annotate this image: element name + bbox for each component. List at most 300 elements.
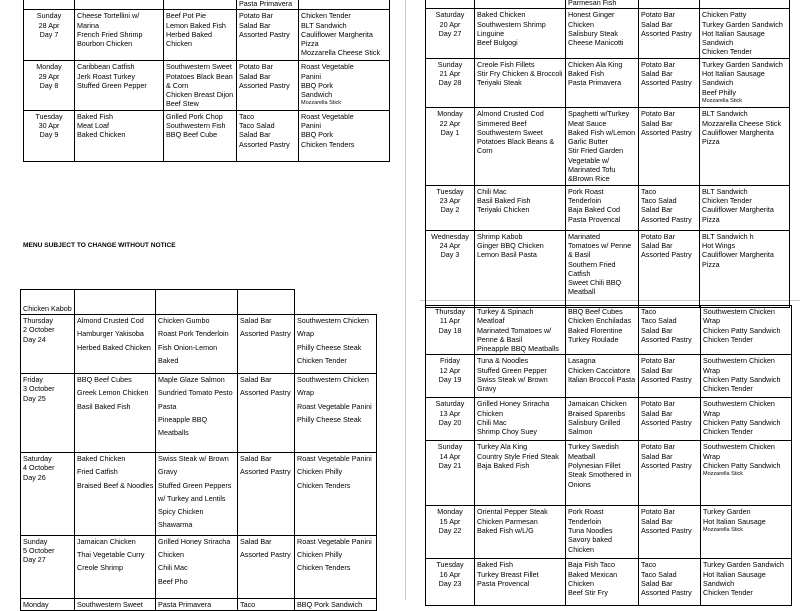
menu-item: Chicken Patty Sandwich bbox=[703, 325, 781, 335]
menu-item: Vegetable w/ bbox=[568, 155, 610, 165]
spill-cell bbox=[75, 0, 164, 10]
menu-item: Chicken Tender bbox=[703, 427, 753, 437]
menu-item: BLT Sandwich h bbox=[702, 231, 754, 241]
day-row bbox=[21, 374, 377, 453]
spill-cell bbox=[21, 598, 75, 610]
menu-cell-c3 bbox=[639, 58, 700, 107]
day-cell bbox=[426, 355, 475, 398]
day-cell bbox=[426, 58, 475, 107]
menu-item: Baked Mexican bbox=[568, 569, 618, 579]
menu-cell-c1 bbox=[75, 110, 164, 161]
menu-item: BBQ Pork bbox=[301, 80, 333, 90]
menu-item: Almond Crusted Cod bbox=[77, 316, 144, 325]
menu-item: Tuna Noodles bbox=[568, 526, 613, 536]
menu-item: Meatball bbox=[568, 451, 596, 461]
menu-item: Turkey & Spinach bbox=[477, 307, 534, 316]
menu-cell-c1 bbox=[75, 374, 156, 453]
menu-item: Salad Bar bbox=[240, 375, 272, 384]
menu-item: Swiss Steak w/ Brown bbox=[158, 454, 229, 463]
menu-item: Meatball bbox=[568, 287, 596, 297]
menu-item: BLT Sandwich bbox=[301, 20, 347, 30]
menu-item: Turkey Ala King bbox=[477, 442, 528, 452]
menu-item: Southwestern Chicken bbox=[703, 356, 775, 366]
menu-item: Catfish bbox=[568, 268, 591, 278]
menu-item: Chicken Patty Sandwich bbox=[703, 461, 781, 471]
menu-cell-c3 bbox=[639, 506, 701, 559]
menu-cell-c3 bbox=[237, 10, 299, 61]
menu-item: Southwestern Chicken bbox=[703, 307, 775, 316]
menu-item: Pork Roast bbox=[568, 186, 604, 196]
menu-cell-c3 bbox=[238, 315, 295, 374]
menu-item: Cheese Tortellini w/ bbox=[77, 11, 140, 21]
spill-text: Parmesan Fish bbox=[568, 0, 617, 7]
menu-item: Chili Mac bbox=[477, 418, 507, 428]
day-row bbox=[21, 315, 377, 374]
menu-item: Baja Fish Taco bbox=[568, 560, 616, 570]
menu-panel-bottom-left bbox=[20, 289, 378, 609]
day-row bbox=[426, 185, 790, 230]
day-name: Friday bbox=[23, 375, 43, 384]
menu-cell-c2 bbox=[566, 185, 639, 230]
day-cell bbox=[426, 398, 475, 441]
menu-item: BBQ Pork bbox=[301, 130, 333, 140]
menu-item: Southern Fried bbox=[568, 259, 616, 269]
menu-item: Salad Bar bbox=[641, 240, 673, 250]
menu-cell-c4 bbox=[701, 355, 792, 398]
menu-item: BBQ Beef Cubes bbox=[77, 375, 132, 384]
day-date: 22 Apr bbox=[439, 118, 461, 128]
menu-item: Steak Smothered in bbox=[568, 470, 632, 480]
menu-item: Mozzarella Cheese Stick bbox=[702, 118, 782, 128]
menu-item: Taco Salad bbox=[641, 569, 677, 579]
menu-item: Lemon Baked Fish bbox=[166, 20, 226, 30]
menu-cell-c1 bbox=[75, 315, 156, 374]
menu-item: Shrimp Kabob bbox=[477, 231, 523, 241]
menu-cell-c2 bbox=[566, 306, 639, 355]
menu-cell-c4 bbox=[299, 110, 390, 161]
menu-item: Chicken Tender bbox=[702, 195, 752, 205]
spill-cell bbox=[156, 598, 238, 610]
menu-item: Assorted Pastry bbox=[641, 375, 692, 385]
menu-item: Salad Bar bbox=[641, 516, 673, 526]
menu-item: Grilled Honey Sriracha bbox=[158, 536, 231, 546]
menu-item: Salad Bar bbox=[240, 536, 272, 546]
menu-item: Basil Baked Fish bbox=[477, 195, 531, 205]
menu-cell-c1 bbox=[475, 355, 566, 398]
menu-item: Linguine bbox=[477, 28, 505, 38]
spill-text: Pasta Primavera bbox=[158, 599, 212, 609]
day-cell bbox=[24, 10, 75, 61]
spill-text: Southwestern Sweet bbox=[77, 599, 143, 609]
menu-item: Beef Pot Pie bbox=[166, 11, 206, 21]
day-date: 13 Apr bbox=[439, 408, 461, 418]
menu-item: Tenderloin bbox=[568, 516, 602, 526]
menu-item: Swiss Steak w/ Brown bbox=[477, 375, 548, 385]
menu-cell-c1 bbox=[75, 453, 156, 536]
menu-item: Chicken bbox=[568, 544, 594, 554]
menu-item: Southwestern Chicken bbox=[297, 316, 369, 325]
menu-item: Salad Bar bbox=[641, 118, 673, 128]
menu-item: Assorted Pastry bbox=[240, 467, 291, 477]
menu-item: Spaghetti w/Turkey bbox=[568, 109, 630, 119]
menu-cell-c1 bbox=[475, 398, 566, 441]
menu-item: Southwestern Shrimp bbox=[477, 19, 546, 29]
day-number: Day 9 bbox=[39, 130, 59, 140]
spill-cell bbox=[21, 290, 75, 315]
menu-item: Grilled Pork Chop bbox=[166, 111, 223, 121]
menu-item: Panini bbox=[301, 71, 321, 81]
menu-item: Baked Fish bbox=[477, 560, 513, 570]
menu-notice: MENU SUBJECT TO CHANGE WITHOUT NOTICE bbox=[23, 242, 176, 249]
menu-item: Meatloaf bbox=[477, 316, 505, 326]
day-cell bbox=[21, 315, 75, 374]
menu-item: Tomatoes w/ Penne bbox=[568, 240, 632, 250]
menu-item: Sundried Tomato Pesto bbox=[158, 388, 233, 398]
menu-item: Wrap bbox=[297, 388, 315, 398]
spill-row bbox=[21, 290, 377, 315]
menu-item: Basil Baked Fish bbox=[77, 401, 131, 411]
menu-item: Chicken bbox=[158, 550, 184, 560]
menu-item: Chicken Breast Dijon bbox=[166, 90, 234, 100]
menu-item: Potato Bar bbox=[641, 10, 675, 20]
menu-item: Southwestern Sweet bbox=[477, 127, 543, 137]
menu-item: Stuffed Green Pepper bbox=[77, 80, 147, 90]
menu-item: Turkey Garden bbox=[703, 507, 751, 517]
menu-item: Savory baked bbox=[568, 535, 612, 545]
menu-cell-c1 bbox=[475, 506, 566, 559]
day-date: 14 Apr bbox=[439, 451, 461, 461]
menu-item: Salisbury Steak bbox=[568, 28, 618, 38]
menu-item: Roast Vegetable bbox=[301, 62, 354, 72]
menu-cell-c4 bbox=[701, 506, 792, 559]
menu-item: Chicken Tender bbox=[703, 334, 753, 344]
menu-item: Roast Vegetable bbox=[301, 111, 354, 121]
menu-item: Baked Chicken bbox=[77, 130, 126, 140]
menu-item: BLT Sandwich bbox=[702, 109, 748, 119]
page-divider-vertical bbox=[405, 0, 406, 600]
menu-item: Meat Loaf bbox=[77, 121, 109, 131]
menu-table-bottom-right bbox=[425, 305, 792, 606]
menu-cell-c1 bbox=[475, 9, 566, 58]
menu-item: Salad Bar bbox=[641, 19, 673, 29]
day-name: Sunday bbox=[23, 536, 48, 546]
menu-cell-c1 bbox=[475, 185, 566, 230]
menu-item: Potato Bar bbox=[239, 11, 273, 21]
menu-item: Baked Chicken bbox=[477, 10, 526, 20]
menu-item: Sandwich bbox=[702, 38, 734, 48]
menu-cell-c2 bbox=[164, 10, 237, 61]
menu-item: Gravy bbox=[477, 384, 497, 394]
menu-panel-top-right bbox=[425, 0, 791, 297]
day-name: Thursday bbox=[23, 316, 53, 325]
menu-item: Chicken Ala King bbox=[568, 59, 623, 69]
menu-item: Chicken bbox=[568, 19, 594, 29]
menu-item: Assorted Pastry bbox=[240, 550, 291, 560]
menu-cell-c4 bbox=[700, 185, 790, 230]
menu-item: Baked Chicken bbox=[77, 454, 126, 463]
menu-item: BLT Sandwich bbox=[702, 186, 748, 196]
menu-item: Baked Florentine bbox=[568, 325, 623, 335]
day-cell bbox=[426, 306, 475, 355]
menu-item: Mozzarella Stick bbox=[702, 97, 743, 104]
day-date: 15 Apr bbox=[439, 516, 461, 526]
menu-item: Hot Italian Sausage bbox=[702, 69, 765, 79]
day-date: 16 Apr bbox=[439, 569, 461, 579]
menu-item: Assorted Pastry bbox=[641, 526, 692, 536]
menu-item: Wrap bbox=[703, 408, 721, 418]
menu-item: Taco Salad bbox=[239, 121, 275, 131]
day-name: Sunday bbox=[437, 442, 463, 452]
menu-item: Chicken Patty Sandwich bbox=[703, 418, 781, 428]
menu-item: Beef Philly bbox=[702, 87, 736, 97]
day-name: Tuesday bbox=[436, 186, 464, 196]
menu-item: Marina bbox=[77, 20, 99, 30]
day-name: Monday bbox=[437, 507, 463, 517]
day-date: 28 Apr bbox=[38, 20, 60, 30]
menu-table-top-right bbox=[425, 0, 790, 308]
menu-item: Ginger BBQ Chicken bbox=[477, 240, 544, 250]
menu-item: Oriental Pepper Steak bbox=[477, 507, 548, 517]
menu-item: Chicken Tender bbox=[702, 47, 752, 57]
menu-cell-c1 bbox=[75, 535, 156, 598]
menu-cell-c2 bbox=[566, 230, 639, 307]
day-number: Day 2 bbox=[440, 205, 460, 215]
menu-item: Chicken bbox=[166, 39, 192, 49]
menu-item: Greek Lemon Chicken bbox=[77, 388, 149, 398]
menu-item: Roast Pork Tenderloin bbox=[158, 329, 229, 339]
menu-item: Maple Glaze Salmon bbox=[158, 375, 225, 384]
menu-item: Stir Fry Chicken & Broccoli bbox=[477, 69, 563, 79]
spill-cell bbox=[639, 0, 700, 9]
day-name: Sunday bbox=[437, 59, 463, 69]
menu-item: Beef Pho bbox=[158, 576, 188, 586]
day-cell bbox=[24, 61, 75, 110]
menu-item: Assorted Pastry bbox=[641, 588, 692, 598]
day-number: Day 22 bbox=[438, 526, 462, 536]
menu-item: Chicken bbox=[568, 579, 594, 589]
menu-item: Pizza bbox=[702, 214, 720, 224]
menu-item: Herbed Baked bbox=[166, 29, 212, 39]
menu-item: Turkey Swedish bbox=[568, 442, 619, 452]
menu-item: Salad Bar bbox=[239, 130, 271, 140]
menu-cell-c4 bbox=[295, 453, 377, 536]
menu-item: Wrap bbox=[703, 365, 721, 375]
menu-cell-c3 bbox=[639, 230, 700, 307]
day-number: Day 23 bbox=[438, 579, 462, 589]
menu-item: Salad Bar bbox=[641, 451, 673, 461]
menu-item: Penne & Basil bbox=[477, 334, 523, 344]
menu-cell-c4 bbox=[295, 535, 377, 598]
menu-item: Baked Fish w/L/G bbox=[477, 526, 534, 536]
menu-cell-c4 bbox=[700, 230, 790, 307]
menu-item: Chili Mac bbox=[158, 563, 188, 573]
menu-item: Potato Bar bbox=[641, 59, 675, 69]
menu-item: Tenderloin bbox=[568, 195, 602, 205]
menu-item: Sandwich bbox=[702, 78, 734, 88]
menu-item: Marinated Tofu bbox=[568, 165, 616, 175]
menu-item: Simmered Beef bbox=[477, 118, 527, 128]
menu-item: Salad Bar bbox=[641, 69, 673, 79]
menu-item: & Corn bbox=[166, 80, 189, 90]
menu-item: Shrimp Choy Suey bbox=[477, 427, 537, 437]
menu-cell-c3 bbox=[639, 441, 701, 506]
menu-item: Teriyaki Steak bbox=[477, 78, 522, 88]
menu-item: Cauliflower Margherita bbox=[301, 29, 373, 39]
menu-item: Wrap bbox=[703, 451, 721, 461]
menu-cell-c1 bbox=[475, 559, 566, 606]
menu-item: Jamaican Chicken bbox=[568, 399, 627, 409]
menu-item: Salad Bar bbox=[239, 71, 271, 81]
menu-item: Salmon bbox=[568, 427, 593, 437]
menu-item: Roast Vegetable Panini bbox=[297, 536, 372, 546]
day-date: 23 Apr bbox=[439, 195, 461, 205]
spill-cell bbox=[426, 0, 475, 9]
spill-text: Taco bbox=[240, 599, 256, 609]
menu-cell-c3 bbox=[639, 9, 700, 58]
day-date: 5 October bbox=[23, 546, 55, 556]
menu-cell-c4 bbox=[295, 315, 377, 374]
menu-item: Chicken Tenders bbox=[297, 563, 351, 573]
menu-cell-c3 bbox=[238, 374, 295, 453]
day-date: 20 Apr bbox=[439, 19, 461, 29]
menu-item: BBQ Beef Cubes bbox=[568, 307, 623, 316]
menu-item: Almond Crusted Cod bbox=[477, 109, 544, 119]
menu-item: Assorted Pastry bbox=[239, 139, 290, 149]
menu-item: Sandwich bbox=[301, 90, 333, 100]
menu-item: Philly Cheese Steak bbox=[297, 414, 362, 424]
menu-item: Chicken Cacciatore bbox=[568, 365, 631, 375]
day-date: 11 Apr bbox=[439, 316, 461, 326]
menu-cell-c3 bbox=[639, 185, 700, 230]
day-name: Saturday bbox=[23, 454, 52, 463]
spill-cell bbox=[156, 290, 238, 315]
menu-cell-c2 bbox=[566, 441, 639, 506]
menu-cell-c4 bbox=[700, 9, 790, 58]
menu-item: Panini bbox=[301, 121, 321, 131]
menu-item: Chicken Tender bbox=[703, 384, 753, 394]
spill-cell bbox=[475, 0, 566, 9]
menu-cell-c2 bbox=[156, 535, 238, 598]
menu-cell-c2 bbox=[566, 398, 639, 441]
menu-cell-c1 bbox=[475, 108, 566, 185]
menu-cell-c2 bbox=[156, 374, 238, 453]
menu-item: Assorted Pastry bbox=[641, 334, 692, 344]
day-number: Day 27 bbox=[438, 28, 462, 38]
spill-cell bbox=[700, 0, 790, 9]
menu-item: Creole Fish Fillets bbox=[477, 59, 535, 69]
spill-cell bbox=[164, 0, 237, 10]
menu-item: Pasta Provencal bbox=[477, 579, 530, 589]
menu-item: Assorted Pastry bbox=[641, 250, 692, 260]
menu-item: Meat Sauce bbox=[568, 118, 607, 128]
menu-item: Chicken Tenders bbox=[301, 139, 355, 149]
day-cell bbox=[426, 108, 475, 185]
day-name: Wednesday bbox=[431, 231, 469, 241]
menu-item: Hot Italian Sausage bbox=[703, 569, 766, 579]
menu-item: Southwestern Chicken bbox=[703, 399, 775, 409]
day-number: Day 7 bbox=[39, 29, 59, 39]
menu-item: & Basil bbox=[568, 250, 591, 260]
day-number: Day 28 bbox=[438, 78, 462, 88]
menu-item: Salad Bar bbox=[240, 454, 272, 463]
menu-cell-c1 bbox=[75, 61, 164, 110]
menu-item: Taco bbox=[641, 186, 657, 196]
menu-item: Potato Bar bbox=[641, 442, 675, 452]
menu-item: Lemon Basil Pasta bbox=[477, 250, 537, 260]
menu-item: Taco bbox=[641, 560, 657, 570]
spill-row bbox=[426, 0, 790, 9]
menu-item: Chicken Enchiladas bbox=[568, 316, 632, 326]
menu-cell-c2 bbox=[566, 355, 639, 398]
menu-item: Philly Cheese Steak bbox=[297, 342, 362, 352]
menu-item: Bourbon Chicken bbox=[77, 39, 133, 49]
menu-item: Southwestern Chicken bbox=[703, 442, 775, 452]
menu-item: Turkey Garden Sandwich bbox=[702, 59, 783, 69]
menu-item: Salisbury Grilled bbox=[568, 418, 621, 428]
day-date: 12 Apr bbox=[439, 365, 461, 375]
menu-cell-c3 bbox=[639, 355, 701, 398]
menu-item: French Fried Shrimp bbox=[77, 29, 143, 39]
day-number: Day 19 bbox=[438, 375, 462, 385]
menu-item: Taco Salad bbox=[641, 316, 677, 326]
spill-text: Chicken Kabob bbox=[23, 303, 72, 313]
menu-item: Braised Beef & Noodles bbox=[77, 480, 154, 490]
menu-item: Herbed Baked Chicken bbox=[77, 342, 151, 352]
day-date: 21 Apr bbox=[439, 69, 461, 79]
day-number: Day 26 bbox=[23, 472, 46, 482]
menu-item: Beef Stew bbox=[166, 99, 199, 109]
menu-item: Assorted Pastry bbox=[641, 461, 692, 471]
menu-item: Taco bbox=[641, 307, 657, 316]
menu-item: Mozzarella Stick bbox=[301, 100, 342, 107]
menu-item: Assorted Pastry bbox=[641, 418, 692, 428]
menu-item: Chicken Parmesan bbox=[477, 516, 538, 526]
day-cell bbox=[426, 185, 475, 230]
day-date: 4 October bbox=[23, 463, 55, 473]
menu-item: Garlic Butter bbox=[568, 137, 608, 147]
day-row bbox=[24, 61, 390, 110]
menu-item: Turkey Garden Sandwich bbox=[703, 560, 784, 570]
menu-cell-c3 bbox=[639, 108, 700, 185]
menu-item: Pasta Primavera bbox=[568, 78, 622, 88]
menu-item: Mozzarella Stick bbox=[703, 471, 744, 478]
menu-item: Assorted Pastry bbox=[240, 388, 291, 398]
menu-item: Potato Bar bbox=[641, 109, 675, 119]
menu-item: Roast Vegetable Panini bbox=[297, 401, 372, 411]
menu-item: Baked Fish bbox=[77, 111, 113, 121]
spill-cell bbox=[75, 290, 156, 315]
spill-row-bottom bbox=[21, 598, 377, 610]
menu-item: Tuna & Noodles bbox=[477, 356, 529, 366]
menu-cell-c2 bbox=[566, 506, 639, 559]
menu-item: Salad Bar bbox=[641, 325, 673, 335]
spill-row bbox=[24, 0, 390, 10]
menu-item: Jamaican Chicken bbox=[77, 536, 136, 546]
menu-cell-c3 bbox=[639, 559, 701, 606]
menu-item: Honest Ginger bbox=[568, 10, 615, 20]
menu-item: Meatballs bbox=[158, 428, 189, 438]
menu-item: Assorted Pastry bbox=[239, 80, 290, 90]
day-date: 24 Apr bbox=[439, 240, 461, 250]
menu-cell-c3 bbox=[237, 61, 299, 110]
menu-cell-c2 bbox=[566, 559, 639, 606]
menu-item: Mozzarella Cheese Stick bbox=[301, 48, 381, 58]
menu-item: Hamburger Yakisoba bbox=[77, 329, 144, 339]
day-row bbox=[21, 535, 377, 598]
menu-item: Assorted Pastry bbox=[641, 127, 692, 137]
menu-item: Teriyaki Chicken bbox=[477, 205, 530, 215]
menu-cell-c3 bbox=[237, 110, 299, 161]
